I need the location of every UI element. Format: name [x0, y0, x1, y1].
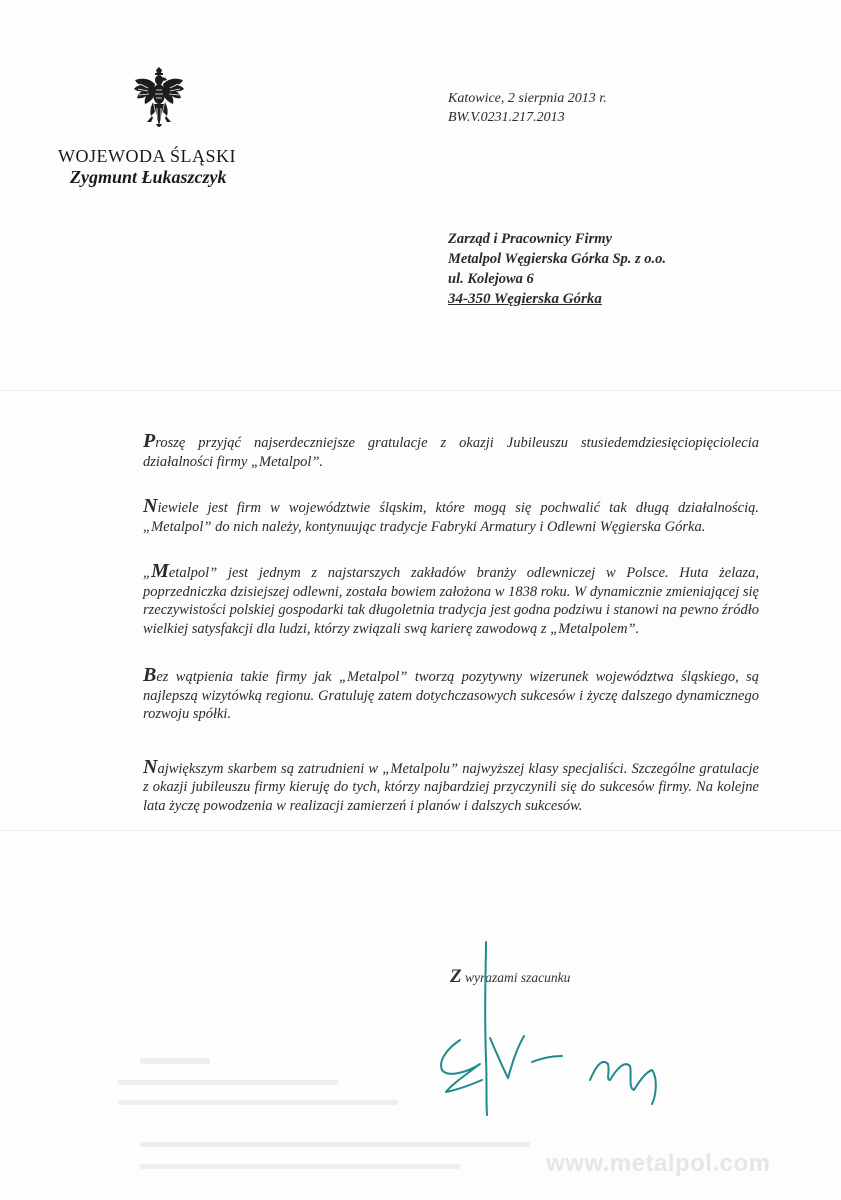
faded-trace [118, 1100, 398, 1105]
place-date: Katowice, 2 sierpnia 2013 r. [448, 91, 607, 106]
addressee-block [448, 229, 666, 309]
faded-trace [140, 1058, 210, 1064]
paragraph-text: roszę przyjąć najserdeczniejsze gratulacje z okazji Jubileuszu stusiedemdziesięciopięciolecia działalności firmy „Metalpol”. [143, 435, 759, 470]
paragraph [143, 562, 759, 638]
paragraph [143, 755, 759, 816]
watermark-text: www.metalpol.com [546, 1150, 771, 1177]
faded-trace [140, 1142, 530, 1147]
initial-letter: P [143, 430, 156, 452]
addressee-line: Zarząd i Pracownicy Firmy [448, 231, 612, 247]
addressee-city: 34-350 Węgierska Górka [448, 291, 602, 307]
closing-text: wyrazami szacunku [461, 970, 571, 985]
initial-letter: N [143, 495, 158, 517]
paragraph-text: etalpol” jest jednym z najstarszych zakładów branży odlewniczej w Polsce. Huta żelaza, poprzedniczka dzisiejszej odlewni, została bowiem założona w 1838 roku. W dynamicznie zmieniającej się rzeczywistości polskiej gospodarki tak długoletnia tradycja jest godna podziwu i stanowi na pewno źródło wielkiej satysfakcji dla ludzi, którzy związali swą karierę zawodową z „Metalpolem”. [143, 565, 759, 637]
authority-block [58, 146, 278, 188]
paragraph-text: iewiele jest firm w województwie śląskim, które mogą się pochwalić tak długą działalnością. „Metalpol” do nich należy, kontynuując tradycje Fabryki Armatury i Odlewni Węgierska Górka. [143, 500, 759, 535]
addressee-line: Metalpol Węgierska Górka Sp. z o.o. [448, 251, 667, 267]
letter-body [143, 432, 759, 833]
handwritten-signature-icon [420, 940, 680, 1120]
polish-eagle-icon [130, 66, 188, 130]
paragraph-text: ez wątpienia takie firmy jak „Metalpol” tworzą pozytywny wizerunek województwa śląskiego, są najlepszą wizytówką regionu. Gratuluję zatem dotychczasowych sukcesów i życzę dalszego dynamicznego rozwoju spółki. [143, 669, 759, 722]
initial-letter: B [143, 664, 157, 686]
faded-trace [140, 1164, 460, 1169]
faded-trace [118, 1080, 338, 1085]
paragraph [143, 432, 759, 471]
initial-letter: N [143, 755, 158, 778]
addressee-line: ul. Kolejowa 6 [448, 271, 534, 287]
official-name: Zygmunt Łukaszczyk [70, 167, 227, 187]
quote-mark: „ [143, 565, 152, 581]
initial-letter: Z [450, 966, 462, 987]
initial-letter: M [151, 560, 169, 582]
reference-number: BW.V.0231.217.2013 [448, 110, 565, 125]
paragraph [143, 666, 759, 724]
paragraph-text: ajwiększym skarbem są zatrudnieni w „Metalpolu” najwyższej klasy specjaliści. Szczególne gratulacje z okazji jubileuszu firmy kieruję do tych, którzy najbardziej przyczynili się do sukcesów firmy. Na kolejne lata życzę powodzenia w realizacji zamierzeń i planów i dalszych sukcesów. [143, 760, 759, 814]
office-title: WOJEWODA ŚLĄSKI [58, 146, 236, 166]
paragraph [143, 497, 759, 536]
date-block [448, 89, 607, 127]
fold-line [0, 390, 841, 391]
